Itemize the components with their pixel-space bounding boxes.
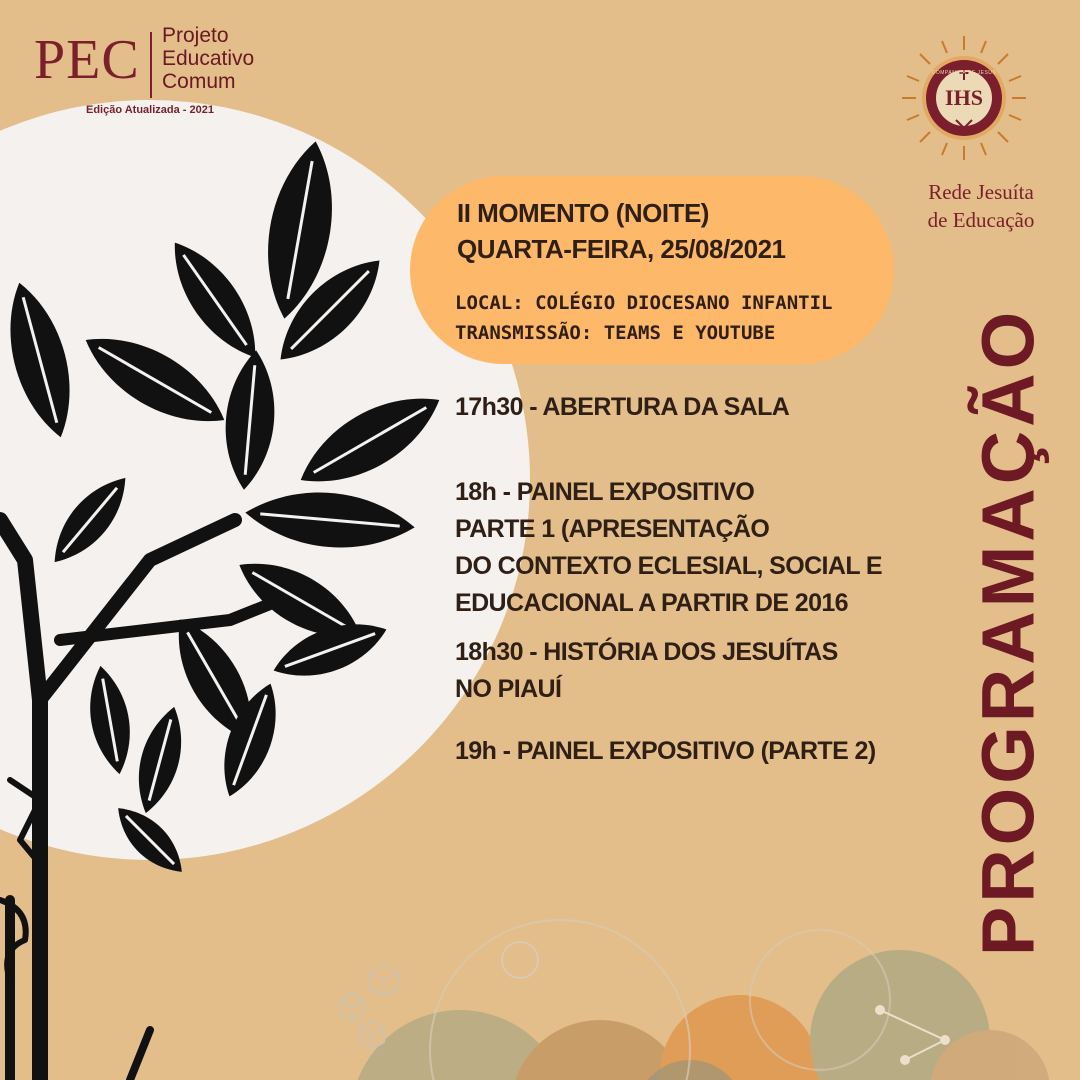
pec-name-line: Comum <box>162 70 236 93</box>
schedule-item <box>455 389 789 426</box>
event-moment: II MOMENTO (NOITE) <box>457 198 709 228</box>
seal-caption-line: Rede Jesuíta <box>928 180 1034 204</box>
pec-name-line: Educativo <box>162 47 255 70</box>
schedule-line: DO CONTEXTO ECLESIAL, SOCIAL E <box>455 552 882 580</box>
seal-caption <box>906 178 1056 234</box>
seal-ring-text: COMPANHIA DE JESUS <box>931 70 997 76</box>
pec-name-line: Projeto <box>162 24 229 47</box>
schedule-line: NO PIAUÍ <box>455 675 562 703</box>
page-title: PROGRAMAÇÃO <box>966 307 1050 957</box>
schedule-line: PARTE 1 (APRESENTAÇÃO <box>455 515 770 543</box>
event-date: QUARTA-FEIRA, 25/08/2021 <box>457 234 786 264</box>
schedule-line: 17h30 - ABERTURA DA SALA <box>455 393 790 421</box>
event-broadcast: TRANSMISSÃO: TEAMS E YOUTUBE <box>455 322 776 344</box>
schedule-item <box>455 634 838 708</box>
schedule-line: 18h30 - HISTÓRIA DOS JESUÍTAS <box>455 638 838 666</box>
schedule-item <box>455 733 876 770</box>
decorative-circles <box>340 920 1050 1080</box>
schedule-line: 19h - PAINEL EXPOSITIVO (PARTE 2) <box>455 737 876 765</box>
event-location: LOCAL: COLÉGIO DIOCESANO INFANTIL <box>455 292 833 314</box>
seal-monogram: IHS <box>945 85 983 110</box>
pec-logo-name <box>162 24 254 93</box>
schedule-line: EDUCACIONAL A PARTIR DE 2016 <box>455 589 848 617</box>
pec-edition-label: Edição Atualizada - 2021 <box>86 104 214 116</box>
seal-caption-line: de Educação <box>927 208 1035 232</box>
pec-logo-divider <box>150 32 152 98</box>
schedule-item <box>455 474 882 622</box>
pec-logo-mark: PEC <box>34 29 140 91</box>
schedule-line: 18h - PAINEL EXPOSITIVO <box>455 478 755 506</box>
